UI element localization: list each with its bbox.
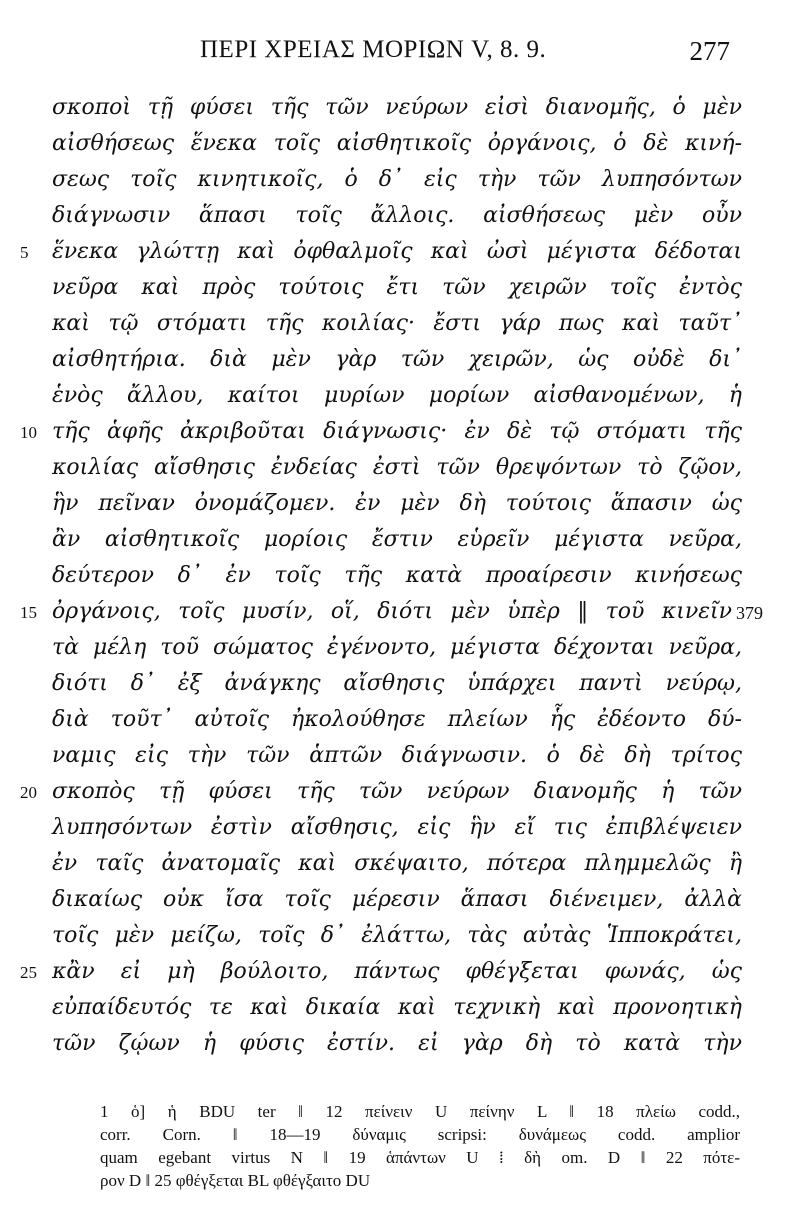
line-number: 5: [20, 243, 29, 262]
running-head: ΠΕΡΙ ΧΡΕΙΑΣ ΜΟΡΙΩΝ V, 8. 9.: [200, 36, 547, 63]
text-line: κοιλίας αἴσθησις ἐνδείας ἐστὶ τῶν θρεψόντων τὸ ζῷον,: [52, 455, 742, 480]
text-line: λυπησόντων ἐστὶν αἴσθησις, εἰς ἣν εἴ τις ἐπιβλέψειεν: [52, 815, 742, 840]
text-line: ἐν ταῖς ἀνατομαῖς καὶ σκέψαιτο, πότερα πλημμελῶς ἢ: [52, 851, 742, 876]
text-line: σεως τοῖς κινητικοῖς, ὁ δ᾽ εἰς τὴν τῶν λυπησόντων: [52, 167, 742, 192]
margin-page-reference: 379: [736, 603, 763, 623]
text-line: σκοποὶ τῇ φύσει τῆς τῶν νεύρων εἰσὶ διανομῆς, ὁ μὲν: [52, 95, 742, 120]
text-line: ἂν αἰσθητικοῖς μορίοις ἔστιν εὑρεῖν μέγιστα νεῦρα,: [52, 527, 742, 552]
line-number: 15: [20, 603, 37, 622]
page-header: [0, 36, 800, 76]
text-line: τοῖς μὲν μείζω, τοῖς δ᾽ ἐλάττω, τὰς αὐτὰς Ἱπποκράτει,: [52, 923, 742, 948]
critical-apparatus: [100, 1100, 740, 1192]
text-line: ὀργάνοις, τοῖς μυσίν, οἵ, διότι μὲν ὑπὲρ ‖ τοῦ κινεῖν: [52, 599, 732, 624]
apparatus-line: corr. Corn. ‖ 18—19 δύναμις scripsi: δυνάμεως codd. amplior: [100, 1125, 740, 1144]
text-line: σκοπὸς τῇ φύσει τῆς τῶν νεύρων διανομῆς ἡ τῶν: [52, 779, 742, 804]
text-line: διὰ τοῦτ᾽ αὐτοῖς ἠκολούθησε πλείων ἧς ἐδέοντο δύ-: [52, 707, 742, 732]
line-number: 25: [20, 963, 37, 982]
text-line: ναμις εἰς τὴν τῶν ἁπτῶν διάγνωσιν. ὁ δὲ δὴ τρίτος: [52, 743, 742, 768]
text-line: κἂν εἰ μὴ βούλοιτο, πάντως φθέγξεται φωνάς, ὡς: [52, 959, 742, 984]
text-line: αἰσθήσεως ἕνεκα τοῖς αἰσθητικοῖς ὀργάνοις, ὁ δὲ κινή-: [52, 131, 742, 156]
text-line: καὶ τῷ στόματι τῆς κοιλίας· ἔστι γάρ πως καὶ ταῦτ᾽: [52, 311, 742, 336]
text-line: διότι δ᾽ ἐξ ἀνάγκης αἴσθησις ὑπάρχει παντὶ νεύρῳ,: [52, 671, 742, 696]
text-line: τῶν ζῴων ἡ φύσις ἐστίν. εἰ γὰρ δὴ τὸ κατὰ τὴν: [52, 1031, 742, 1056]
text-line: ἕνεκα γλώττῃ καὶ ὀφθαλμοῖς καὶ ὠσὶ μέγιστα δέδοται: [52, 239, 742, 264]
text-line: δεύτερον δ᾽ ἐν τοῖς τῆς κατὰ προαίρεσιν κινήσεως: [52, 563, 742, 588]
apparatus-line: ρον D ‖ 25 φθέγξεται BL φθέγξαιτο DU: [100, 1171, 371, 1190]
text-line: τῆς ἁφῆς ἀκριβοῦται διάγνωσις· ἐν δὲ τῷ στόματι τῆς: [52, 419, 742, 444]
text-line: νεῦρα καὶ πρὸς τούτοις ἔτι τῶν χειρῶν τοῖς ἐντὸς: [52, 275, 742, 300]
line-number: 20: [20, 783, 37, 802]
page-number: 277: [689, 36, 730, 66]
text-line: διάγνωσιν ἅπασι τοῖς ἄλλοις. αἰσθήσεως μὲν οὖν: [52, 203, 742, 228]
text-line: ἑνὸς ἄλλου, καίτοι μυρίων μορίων αἰσθανομένων, ἡ: [52, 383, 742, 408]
text-line: τὰ μέλη τοῦ σώματος ἐγένοντο, μέγιστα δέχονται νεῦρα,: [52, 635, 742, 660]
text-line: αἰσθητήρια. διὰ μὲν γὰρ τῶν χειρῶν, ὡς οὐδὲ δι᾽: [52, 347, 742, 372]
text-line: εὐπαίδευτός τε καὶ δικαία καὶ τεχνικὴ καὶ προνοητικὴ: [52, 995, 742, 1020]
apparatus-line: quam egebant virtus N ‖ 19 ἁπάντων U ⁞ δὴ om. D ‖ 22 πότε-: [100, 1148, 740, 1167]
line-number: 10: [20, 423, 37, 442]
apparatus-line: 1 ὁ] ἡ BDU ter ‖ 12 πείνειν U πείνην L ‖ 18 πλείω codd.,: [100, 1102, 740, 1121]
text-line: ἣν πεῖναν ὀνομάζομεν. ἐν μὲν δὴ τούτοις ἅπασιν ὡς: [52, 491, 742, 516]
text-line: δικαίως οὐκ ἴσα τοῖς μέρεσιν ἅπασι διένειμεν, ἀλλὰ: [52, 887, 742, 912]
